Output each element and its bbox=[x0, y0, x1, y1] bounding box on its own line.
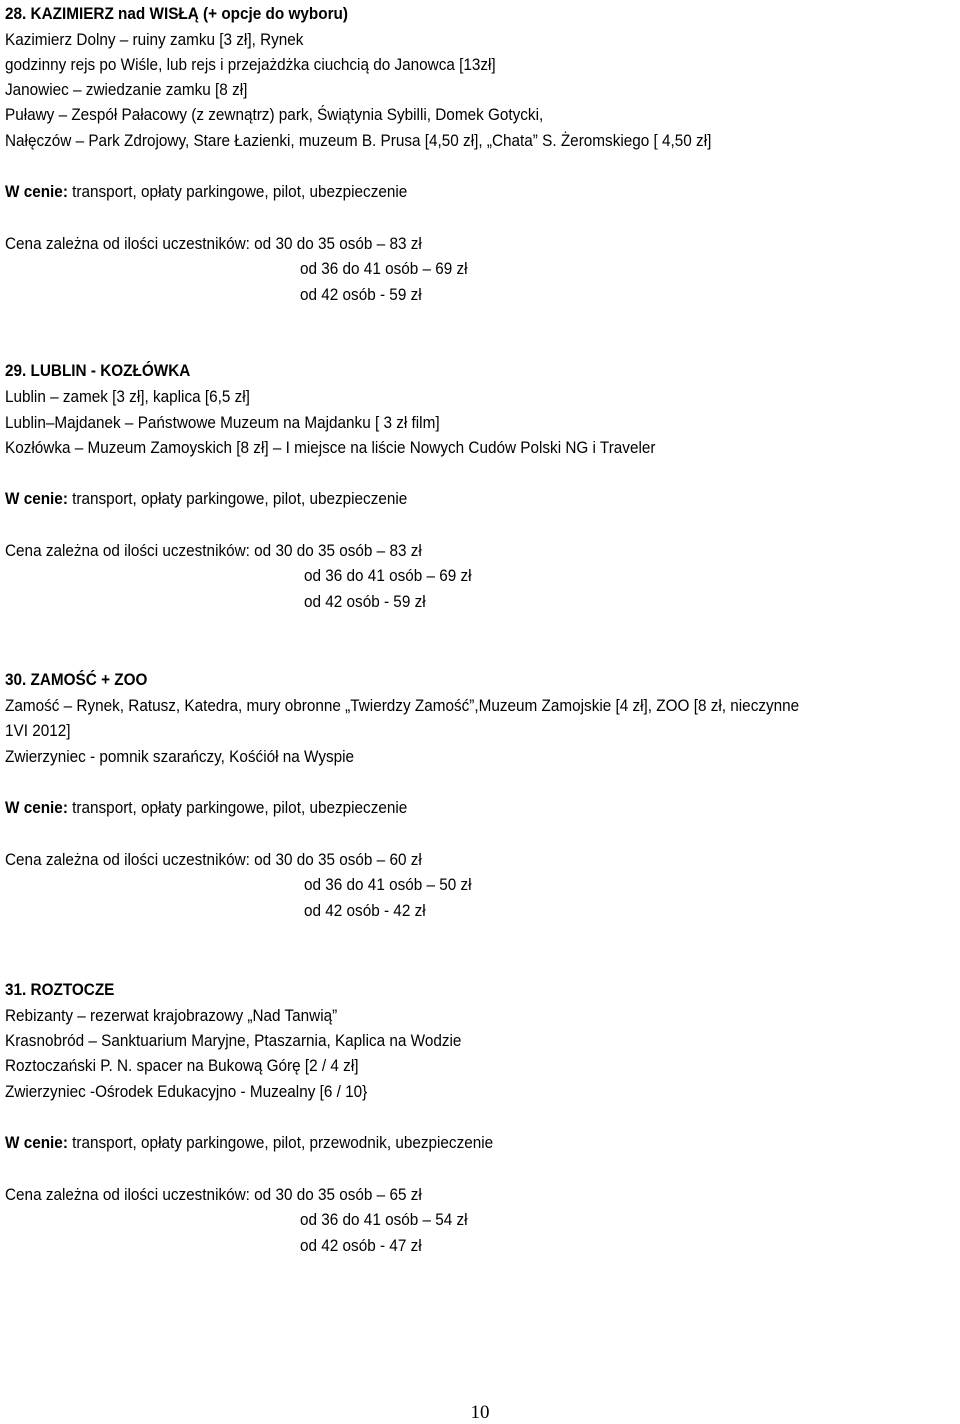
itinerary-line: Lublin – zamek [3 zł], kaplica [6,5 zł] bbox=[5, 387, 250, 406]
itinerary-line: Krasnobród – Sanktuarium Maryjne, Ptaszarnia, Kaplica na Wodzie bbox=[5, 1031, 462, 1050]
itinerary-line: Lublin–Majdanek – Państwowe Muzeum na Majdanku [ 3 zł film] bbox=[5, 413, 440, 432]
included-text: transport, opłaty parkingowe, pilot, ubezpieczenie bbox=[67, 489, 408, 508]
itinerary-line: Zwierzyniec - pomnik szarańczy, Kośćiół na Wyspie bbox=[5, 747, 355, 766]
price-line: Cena zależna od ilości uczestników: od 30 do 35 osób – 65 zł bbox=[5, 1185, 422, 1204]
itinerary-line: Nałęczów – Park Zdrojowy, Stare Łazienki, muzeum B. Prusa [4,50 zł], „Chata” S. Żeromskiego [ 4,50 zł] bbox=[5, 131, 712, 150]
itinerary-line: Zamość – Rynek, Ratusz, Katedra, mury obronne „Twierdzy Zamość”,Muzeum Zamojskie [4 zł], ZOO [8 zł, nieczynne bbox=[5, 696, 800, 715]
included-line bbox=[5, 487, 407, 511]
itinerary-line: Kozłówka – Muzeum Zamoyskich [8 zł] – I miejsce na liście Nowych Cudów Polski NG i Traveler bbox=[5, 438, 656, 457]
included-line bbox=[5, 1131, 493, 1155]
itinerary-line: godzinny rejs po Wiśle, lub rejs i przejażdżka ciuchcią do Janowca [13zł] bbox=[5, 55, 496, 74]
section-title: 28. KAZIMIERZ nad WISŁĄ (+ opcje do wyboru) bbox=[5, 4, 348, 23]
price-line: Cena zależna od ilości uczestników: od 30 do 35 osób – 60 zł bbox=[5, 850, 422, 869]
included-line bbox=[5, 180, 407, 204]
included-line bbox=[5, 796, 407, 820]
included-label: W cenie: bbox=[5, 182, 68, 201]
page-number: 10 bbox=[470, 1402, 490, 1423]
included-label: W cenie: bbox=[5, 1133, 68, 1152]
itinerary-line: Puławy – Zespół Pałacowy (z zewnątrz) park, Świątynia Sybilli, Domek Gotycki, bbox=[5, 105, 544, 124]
included-label: W cenie: bbox=[5, 798, 68, 817]
itinerary-line: 1VI 2012] bbox=[5, 721, 71, 740]
included-label: W cenie: bbox=[5, 489, 68, 508]
itinerary-line: Janowiec – zwiedzanie zamku [8 zł] bbox=[5, 80, 248, 99]
section-title: 29. LUBLIN - KOZŁÓWKA bbox=[5, 361, 191, 380]
section-title: 30. ZAMOŚĆ + ZOO bbox=[5, 670, 148, 689]
included-text: transport, opłaty parkingowe, pilot, ubezpieczenie bbox=[67, 798, 408, 817]
included-text: transport, opłaty parkingowe, pilot, przewodnik, ubezpieczenie bbox=[67, 1133, 494, 1152]
itinerary-line: Zwierzyniec -Ośrodek Edukacyjno - Muzealny [6 / 10} bbox=[5, 1082, 368, 1101]
price-line: od 36 do 41 osób – 69 zł bbox=[300, 259, 468, 278]
itinerary-line: Roztoczański P. N. spacer na Bukową Górę [2 / 4 zł] bbox=[5, 1056, 359, 1075]
section-title: 31. ROZTOCZE bbox=[5, 980, 115, 999]
itinerary-line: Rebizanty – rezerwat krajobrazowy „Nad Tanwią” bbox=[5, 1006, 338, 1025]
price-line: od 36 do 41 osób – 50 zł bbox=[304, 875, 472, 894]
included-text: transport, opłaty parkingowe, pilot, ubezpieczenie bbox=[67, 182, 408, 201]
price-line: od 42 osób - 59 zł bbox=[304, 592, 426, 611]
price-line: od 42 osób - 59 zł bbox=[300, 285, 422, 304]
itinerary-line: Kazimierz Dolny – ruiny zamku [3 zł], Rynek bbox=[5, 30, 304, 49]
price-line: od 36 do 41 osób – 69 zł bbox=[304, 566, 472, 585]
price-line: od 42 osób - 47 zł bbox=[300, 1236, 422, 1255]
price-line: od 42 osób - 42 zł bbox=[304, 901, 426, 920]
price-line: Cena zależna od ilości uczestników: od 30 do 35 osób – 83 zł bbox=[5, 541, 422, 560]
price-line: od 36 do 41 osób – 54 zł bbox=[300, 1210, 468, 1229]
price-line: Cena zależna od ilości uczestników: od 30 do 35 osób – 83 zł bbox=[5, 234, 422, 253]
